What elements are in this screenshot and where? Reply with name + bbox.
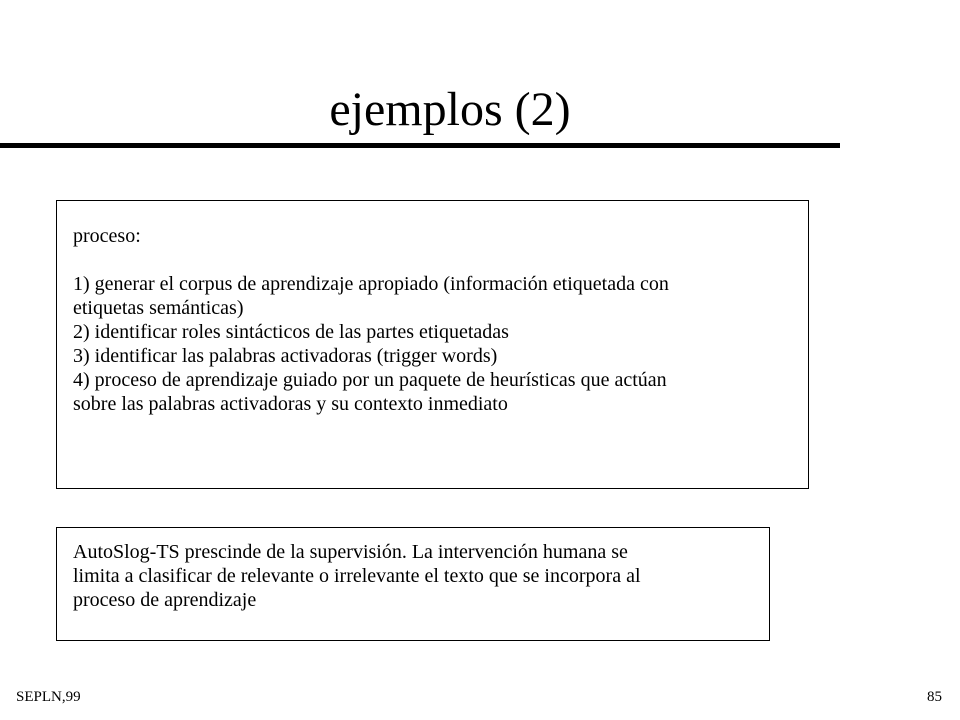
- page-number: 85: [927, 689, 942, 705]
- autoslog-line-1: AutoSlog-TS prescinde de la supervisión. La intervención humana se: [73, 541, 628, 563]
- title-underline: [0, 143, 840, 148]
- process-step-4-line-1: 4) proceso de aprendizaje guiado por un paquete de heurísticas que actúan: [73, 369, 667, 391]
- process-heading: proceso:: [73, 225, 141, 247]
- autoslog-box: [56, 527, 770, 641]
- process-step-1-line-1: 1) generar el corpus de aprendizaje apropiado (información etiquetada con: [73, 273, 669, 295]
- process-step-2: 2) identificar roles sintácticos de las partes etiquetadas: [73, 321, 509, 343]
- footer-source: SEPLN,99: [16, 689, 81, 705]
- spacer: [73, 248, 794, 272]
- autoslog-line-2: limita a clasificar de relevante o irrelevante el texto que se incorpora al: [73, 565, 641, 587]
- autoslog-line-3: proceso de aprendizaje: [73, 589, 257, 611]
- process-step-3: 3) identificar las palabras activadoras (trigger words): [73, 345, 498, 367]
- slide-title: ejemplos (2): [329, 83, 571, 136]
- process-box: [56, 200, 809, 489]
- process-step-4-line-2: sobre las palabras activadoras y su contexto inmediato: [73, 393, 508, 415]
- process-step-1-line-2: etiquetas semánticas): [73, 297, 244, 319]
